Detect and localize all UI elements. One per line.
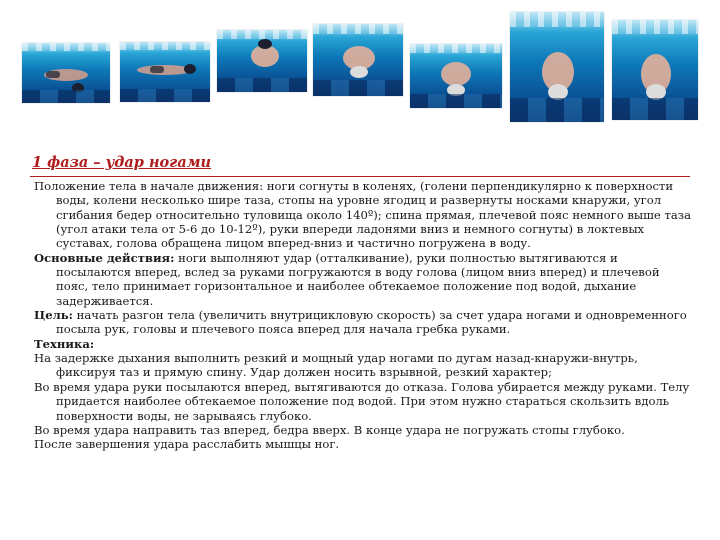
swimmer-photo-5 xyxy=(410,44,502,108)
technique-step-4: После завершения удара расслабить мышцы ног. xyxy=(34,437,340,452)
phase-title: 1 фаза – удар ногами xyxy=(32,154,212,171)
goal-paragraph: Цель: начать разгон тела (увеличить внутрицикловую скорость) за счет удара ногами и одновременного посыла рук, головы и плечевого пояса вперед для начала гребка руками. xyxy=(34,308,687,337)
swimmer-photo-1 xyxy=(22,43,110,103)
technique-heading xyxy=(34,337,694,351)
swimmer-photo-6 xyxy=(510,12,604,122)
technique-label: Техника: xyxy=(34,336,95,351)
swimmer-photo-strip xyxy=(0,0,720,120)
title-divider xyxy=(30,176,690,177)
main-actions-paragraph: Основные действия: ноги выполняют удар (отталкивание), руки полностью вытягиваются и посылаются вперед, вслед за руками погружаются в воду голова (лицом вниз вперед) и плечевой пояс, тело принимает горизонтальное и наиболее обтекаемое положение под водой, дыхание задерживается. xyxy=(34,250,660,308)
swimmer-photo-4 xyxy=(313,24,403,96)
swimmer-photo-7 xyxy=(612,20,698,120)
main-actions-label: Основные действия: xyxy=(34,250,175,265)
technique-step-1: На задержке дыхания выполнить резкий и мощный удар ногами по дугам назад-кнаружи-внутрь, фиксируя таз и прямую спину. Удар должен носить взрывной, резкий характер; xyxy=(34,351,638,380)
phase-description xyxy=(34,179,694,452)
body-position-paragraph: Положение тела в начале движения: ноги согнуты в коленях, (голени перпендикулярно к поверхности воды, колени несколько шире таза, стопы на уровне ягодиц и развернуты носками кнаружи, угол сгибания бедер относительно туловища около 140º); спина прямая, плечевой пояс немного выше таза (угол атаки тела от 5-6 до 10-12º), руки впереди ладонями вниз и немного согнуты) в локтевых суставах, голова обращена лицом вперед-вниз и частично погружена в воду. xyxy=(34,179,692,251)
swimmer-figure-icon xyxy=(22,43,110,103)
technique-step-3: Во время удара направить таз вперед, бедра вверх. В конце удара не погружать стопы глубоко. xyxy=(34,422,625,437)
swimmer-photo-2 xyxy=(120,42,210,102)
technique-step-2: Во время удара руки посылаются вперед, вытягиваются до отказа. Голова убирается между руками. Телу придается наиболее обтекаемое положение под водой. При этом нужно стараться скользить вдоль поверхности воды, не зарываясь глубоко. xyxy=(34,379,690,423)
swimmer-photo-3 xyxy=(217,30,307,92)
goal-label: Цель: xyxy=(34,308,73,323)
